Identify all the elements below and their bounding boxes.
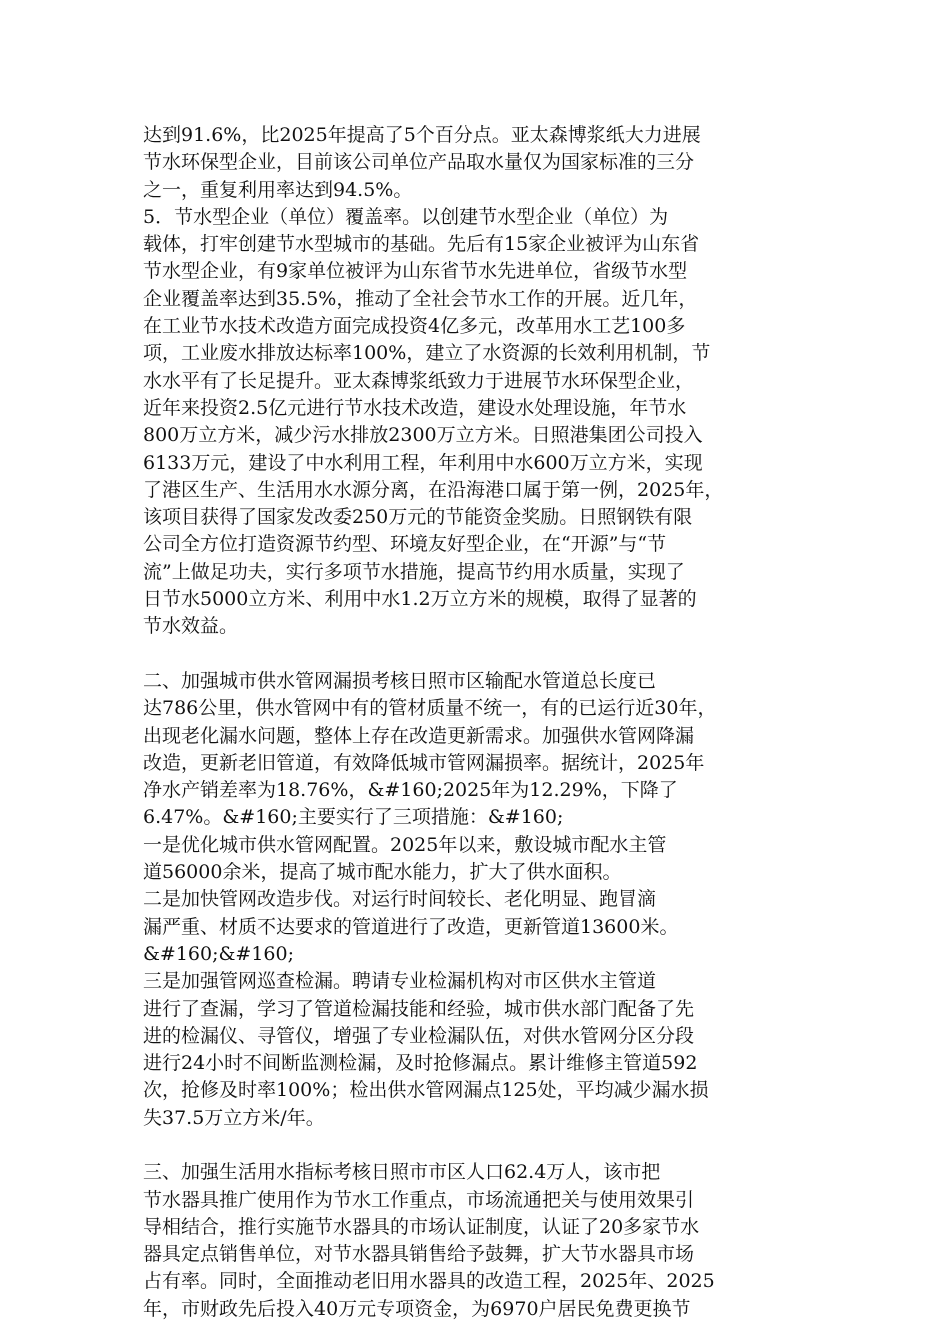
- text-line: 6133万元，建设了中水利用工程，年利用中水600万立方米，实现: [143, 451, 703, 474]
- paragraph-gap: [143, 1132, 808, 1159]
- text-line: 节水效益。: [143, 615, 239, 638]
- text-line: 在工业节水技术改造方面完成投资4亿多元，改革用水工艺100多: [143, 315, 686, 338]
- text-line: 器具定点销售单位，对节水器具销售给予鼓舞，扩大节水器具市场: [143, 1243, 695, 1266]
- text-line: 5．节水型企业（单位）覆盖率。以创建节水型企业（单位）为: [143, 205, 669, 228]
- text-line: 企业覆盖率达到35.5%，推动了全社会节水工作的开展。近几年，: [143, 287, 698, 310]
- text-line: 改造，更新老旧管道，有效降低城市管网漏损率。据统计，2025年: [143, 751, 705, 774]
- text-line: 水水平有了长足提升。亚太森博浆纸致力于进展节水环保型企业，: [143, 369, 695, 392]
- paragraph-gap: [143, 641, 808, 668]
- text-line: 800万立方米，减少污水排放2300万立方米。日照港集团公司投入: [143, 424, 703, 447]
- text-line: 导相结合，推行实施节水器具的市场认证制度，认证了20多家节水: [143, 1215, 700, 1238]
- text-line: 节水环保型企业，目前该公司单位产品取水量仅为国家标准的三分: [143, 151, 695, 174]
- text-line: 失37.5万立方米/年。: [143, 1106, 325, 1129]
- text-line: 载体，打牢创建节水型城市的基础。先后有15家企业被评为山东省: [143, 233, 700, 256]
- text-line: 达到91.6%，比2025年提高了5个百分点。亚太森博浆纸大力进展: [143, 124, 701, 146]
- text-line: 6.47%。&#160;主要实行了三项措施：&#160;: [143, 806, 564, 829]
- text-line: 二、加强城市供水管网漏损考核日照市区输配水管道总长度已: [143, 669, 657, 692]
- text-line: 年，市财政先后投入40万元专项资金，为6970户居民免费更换节: [143, 1297, 691, 1320]
- text-line: 占有率。同时，全面推动老旧用水器具的改造工程，2025年、2025: [143, 1270, 715, 1293]
- text-line: 公司全方位打造资源节约型、环境友好型企业，在“开源”与“节: [143, 533, 667, 556]
- text-line: 该项目获得了国家发改委250万元的节能资金奖励。日照钢铁有限: [143, 506, 693, 529]
- text-line: 漏严重、材质不达要求的管道进行了改造，更新管道13600米。: [143, 915, 679, 938]
- text-line: 之一，重复利用率达到94.5%。: [143, 178, 413, 201]
- text-line: 节水型企业，有9家单位被评为山东省节水先进单位，省级节水型: [143, 260, 688, 283]
- text-line: 节水器具推广使用作为节水工作重点，市场流通把关与使用效果引: [143, 1188, 695, 1211]
- text-line: 进行24小时不间断监测检漏，及时抢修漏点。累计维修主管道592: [143, 1052, 698, 1075]
- text-line: 流”上做足功夫，实行多项节水措施，提高节约用水质量，实现了: [143, 560, 685, 583]
- text-line: 出现老化漏水问题，整体上存在改造更新需求。加强供水管网降漏: [143, 724, 695, 747]
- text-line: 三、加强生活用水指标考核日照市市区人口62.4万人，该市把: [143, 1161, 661, 1184]
- text-line: 达786公里，供水管网中有的管材质量不统一，有的已运行近30年，: [143, 697, 717, 720]
- text-line: 了港区生产、生活用水水源分离，在沿海港口属于第一例，2025年，: [143, 478, 724, 501]
- text-line: 二是加快管网改造步伐。对运行时间较长、老化明显、跑冒滴: [143, 888, 657, 911]
- text-line: 道56000余米，提高了城市配水能力，扩大了供水面积。: [143, 861, 622, 884]
- text-line: 近年来投资2.5亿元进行节水技术改造，建设水处理设施，年节水: [143, 396, 687, 419]
- text-line: &#160;&#160;: [143, 942, 294, 965]
- text-line: 日节水5000立方米、利用中水1.2万立方米的规模，取得了显著的: [143, 588, 697, 611]
- document-body: [143, 122, 808, 1323]
- text-line: 项，工业废水排放达标率100%，建立了水资源的长效利用机制，节: [143, 342, 711, 365]
- text-line: 进的检漏仪、寻管仪，增强了专业检漏队伍，对供水管网分区分段: [143, 1024, 695, 1047]
- text-line: 次，抢修及时率100%；检出供水管网漏点125处，平均减少漏水损: [143, 1079, 709, 1102]
- text-line: 三是加强管网巡查检漏。聘请专业检漏机构对市区供水主管道: [143, 970, 657, 993]
- text-line: 进行了查漏，学习了管道检漏技能和经验，城市供水部门配备了先: [143, 997, 695, 1020]
- text-line: 一是优化城市供水管网配置。2025年以来，敷设城市配水主管: [143, 833, 667, 856]
- text-line: 净水产销差率为18.76%，&#160;2025年为12.29%，下降了: [143, 779, 678, 802]
